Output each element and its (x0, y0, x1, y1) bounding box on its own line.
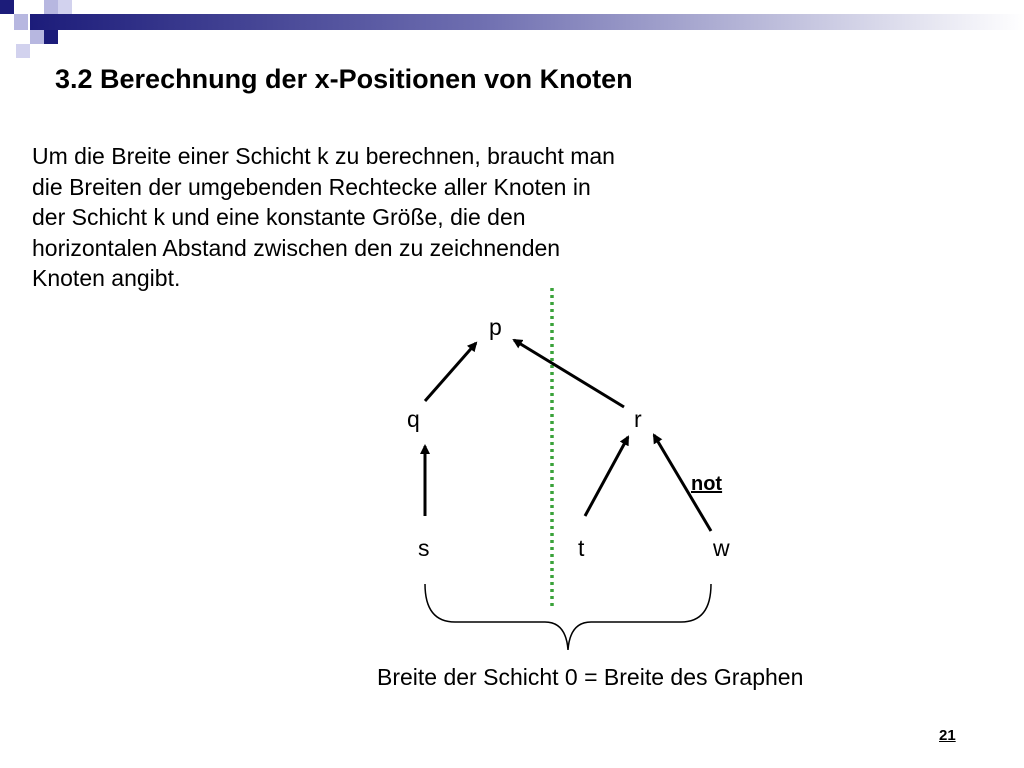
body-line: der Schicht k und eine konstante Größe, die den (32, 204, 526, 230)
node-q: q (407, 406, 420, 432)
edge-r-to-p (514, 340, 624, 407)
edge-t-to-r (585, 437, 628, 516)
node-t: t (578, 535, 585, 561)
node-w: w (713, 535, 730, 561)
slide-title: 3.2 Berechnung der x-Positionen von Knoten (55, 64, 633, 94)
node-r: r (634, 406, 642, 432)
body-line: Um die Breite einer Schicht k zu berechnen, braucht man (32, 143, 615, 169)
node-s: s (418, 535, 430, 561)
edge-note-not: not (691, 473, 723, 495)
body-line: die Breiten der umgebenden Rechtecke aller Knoten in (32, 173, 591, 200)
body-line: Knoten angibt. (32, 265, 181, 291)
layer-width-caption: Breite der Schicht 0 = Breite des Graphen (377, 664, 804, 690)
body-line: horizontalen Abstand zwischen den zu zeichnenden (32, 234, 561, 261)
layer-width-brace (425, 584, 711, 650)
node-p: p (489, 314, 502, 340)
edge-q-to-p (425, 343, 476, 401)
page-number: 21 (939, 727, 956, 744)
